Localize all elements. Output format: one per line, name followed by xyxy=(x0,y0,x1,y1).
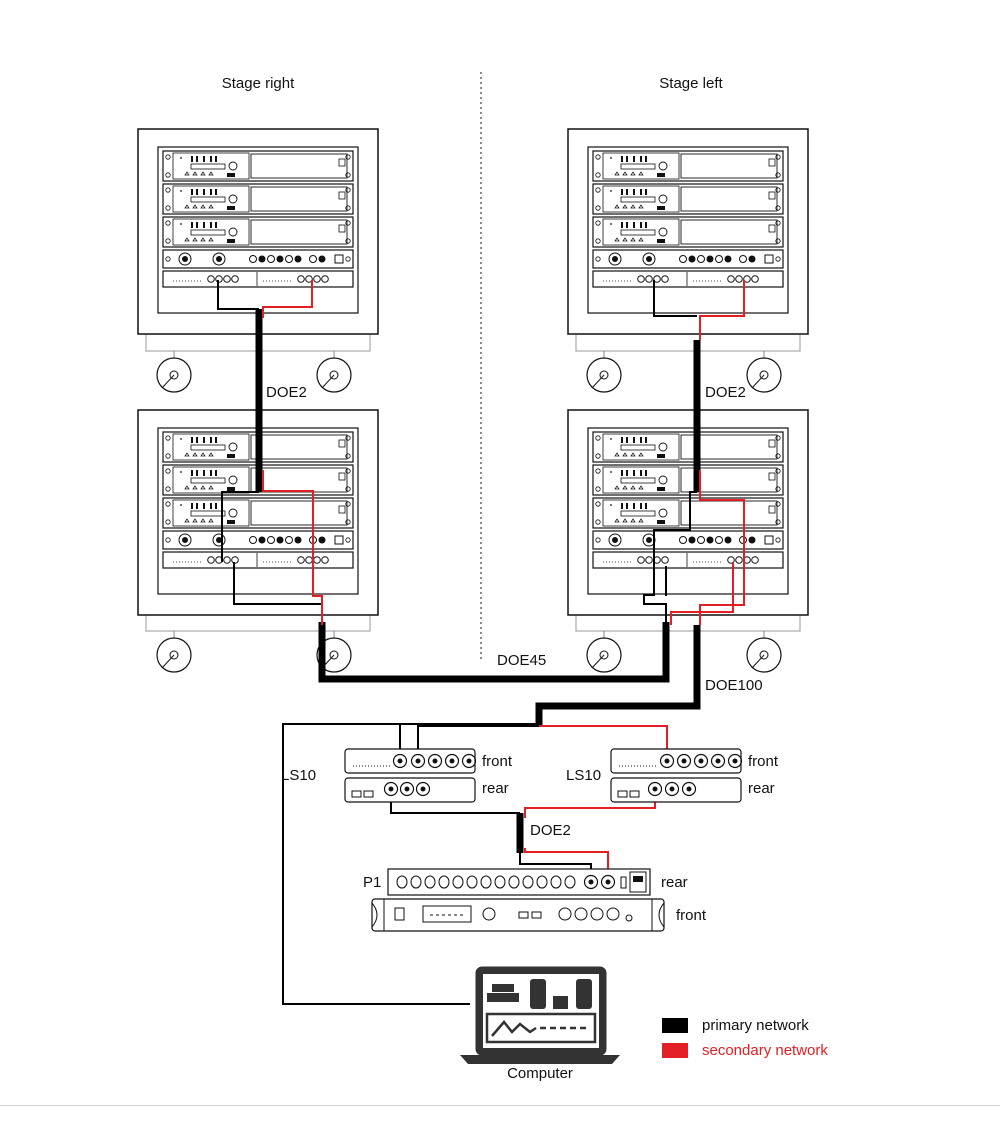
cable-label-doe2-ls: DOE2 xyxy=(530,822,571,839)
ls10-left-rear-label: rear xyxy=(482,780,509,797)
cable-label-doe2-stage-right: DOE2 xyxy=(266,384,307,401)
legend-secondary-label: secondary network xyxy=(702,1042,828,1059)
computer-label: Computer xyxy=(507,1065,573,1082)
stage-left-heading: Stage left xyxy=(659,75,723,92)
p1-processor xyxy=(372,869,664,931)
ls10-right xyxy=(611,749,742,802)
page-bottom-rule xyxy=(0,1105,1000,1106)
legend-swatch-secondary xyxy=(662,1043,688,1058)
legend-primary-label: primary network xyxy=(702,1017,809,1034)
ls10-right-front-label: front xyxy=(748,753,779,770)
cable-label-doe100: DOE100 xyxy=(705,677,763,694)
rack-stage-left-bottom xyxy=(568,410,808,672)
legend-swatch-primary xyxy=(662,1018,688,1033)
ls10-left-front-label: front xyxy=(482,753,513,770)
computer-laptop xyxy=(460,967,620,1064)
ls10-right-rear-label: rear xyxy=(748,780,775,797)
stage-right-heading: Stage right xyxy=(221,75,295,92)
ls10-left xyxy=(345,749,476,802)
legend xyxy=(662,1017,828,1059)
ls10-left-name: LS10 xyxy=(281,767,317,784)
p1-front-label: front xyxy=(676,907,707,924)
p1-rear-label: rear xyxy=(661,874,688,891)
ls10-right-name: LS10 xyxy=(566,767,602,784)
cable-label-doe2-stage-left: DOE2 xyxy=(705,384,746,401)
cable-label-doe45: DOE45 xyxy=(497,652,547,669)
rack-stage-left-top xyxy=(568,129,808,392)
p1-name: P1 xyxy=(363,874,382,891)
